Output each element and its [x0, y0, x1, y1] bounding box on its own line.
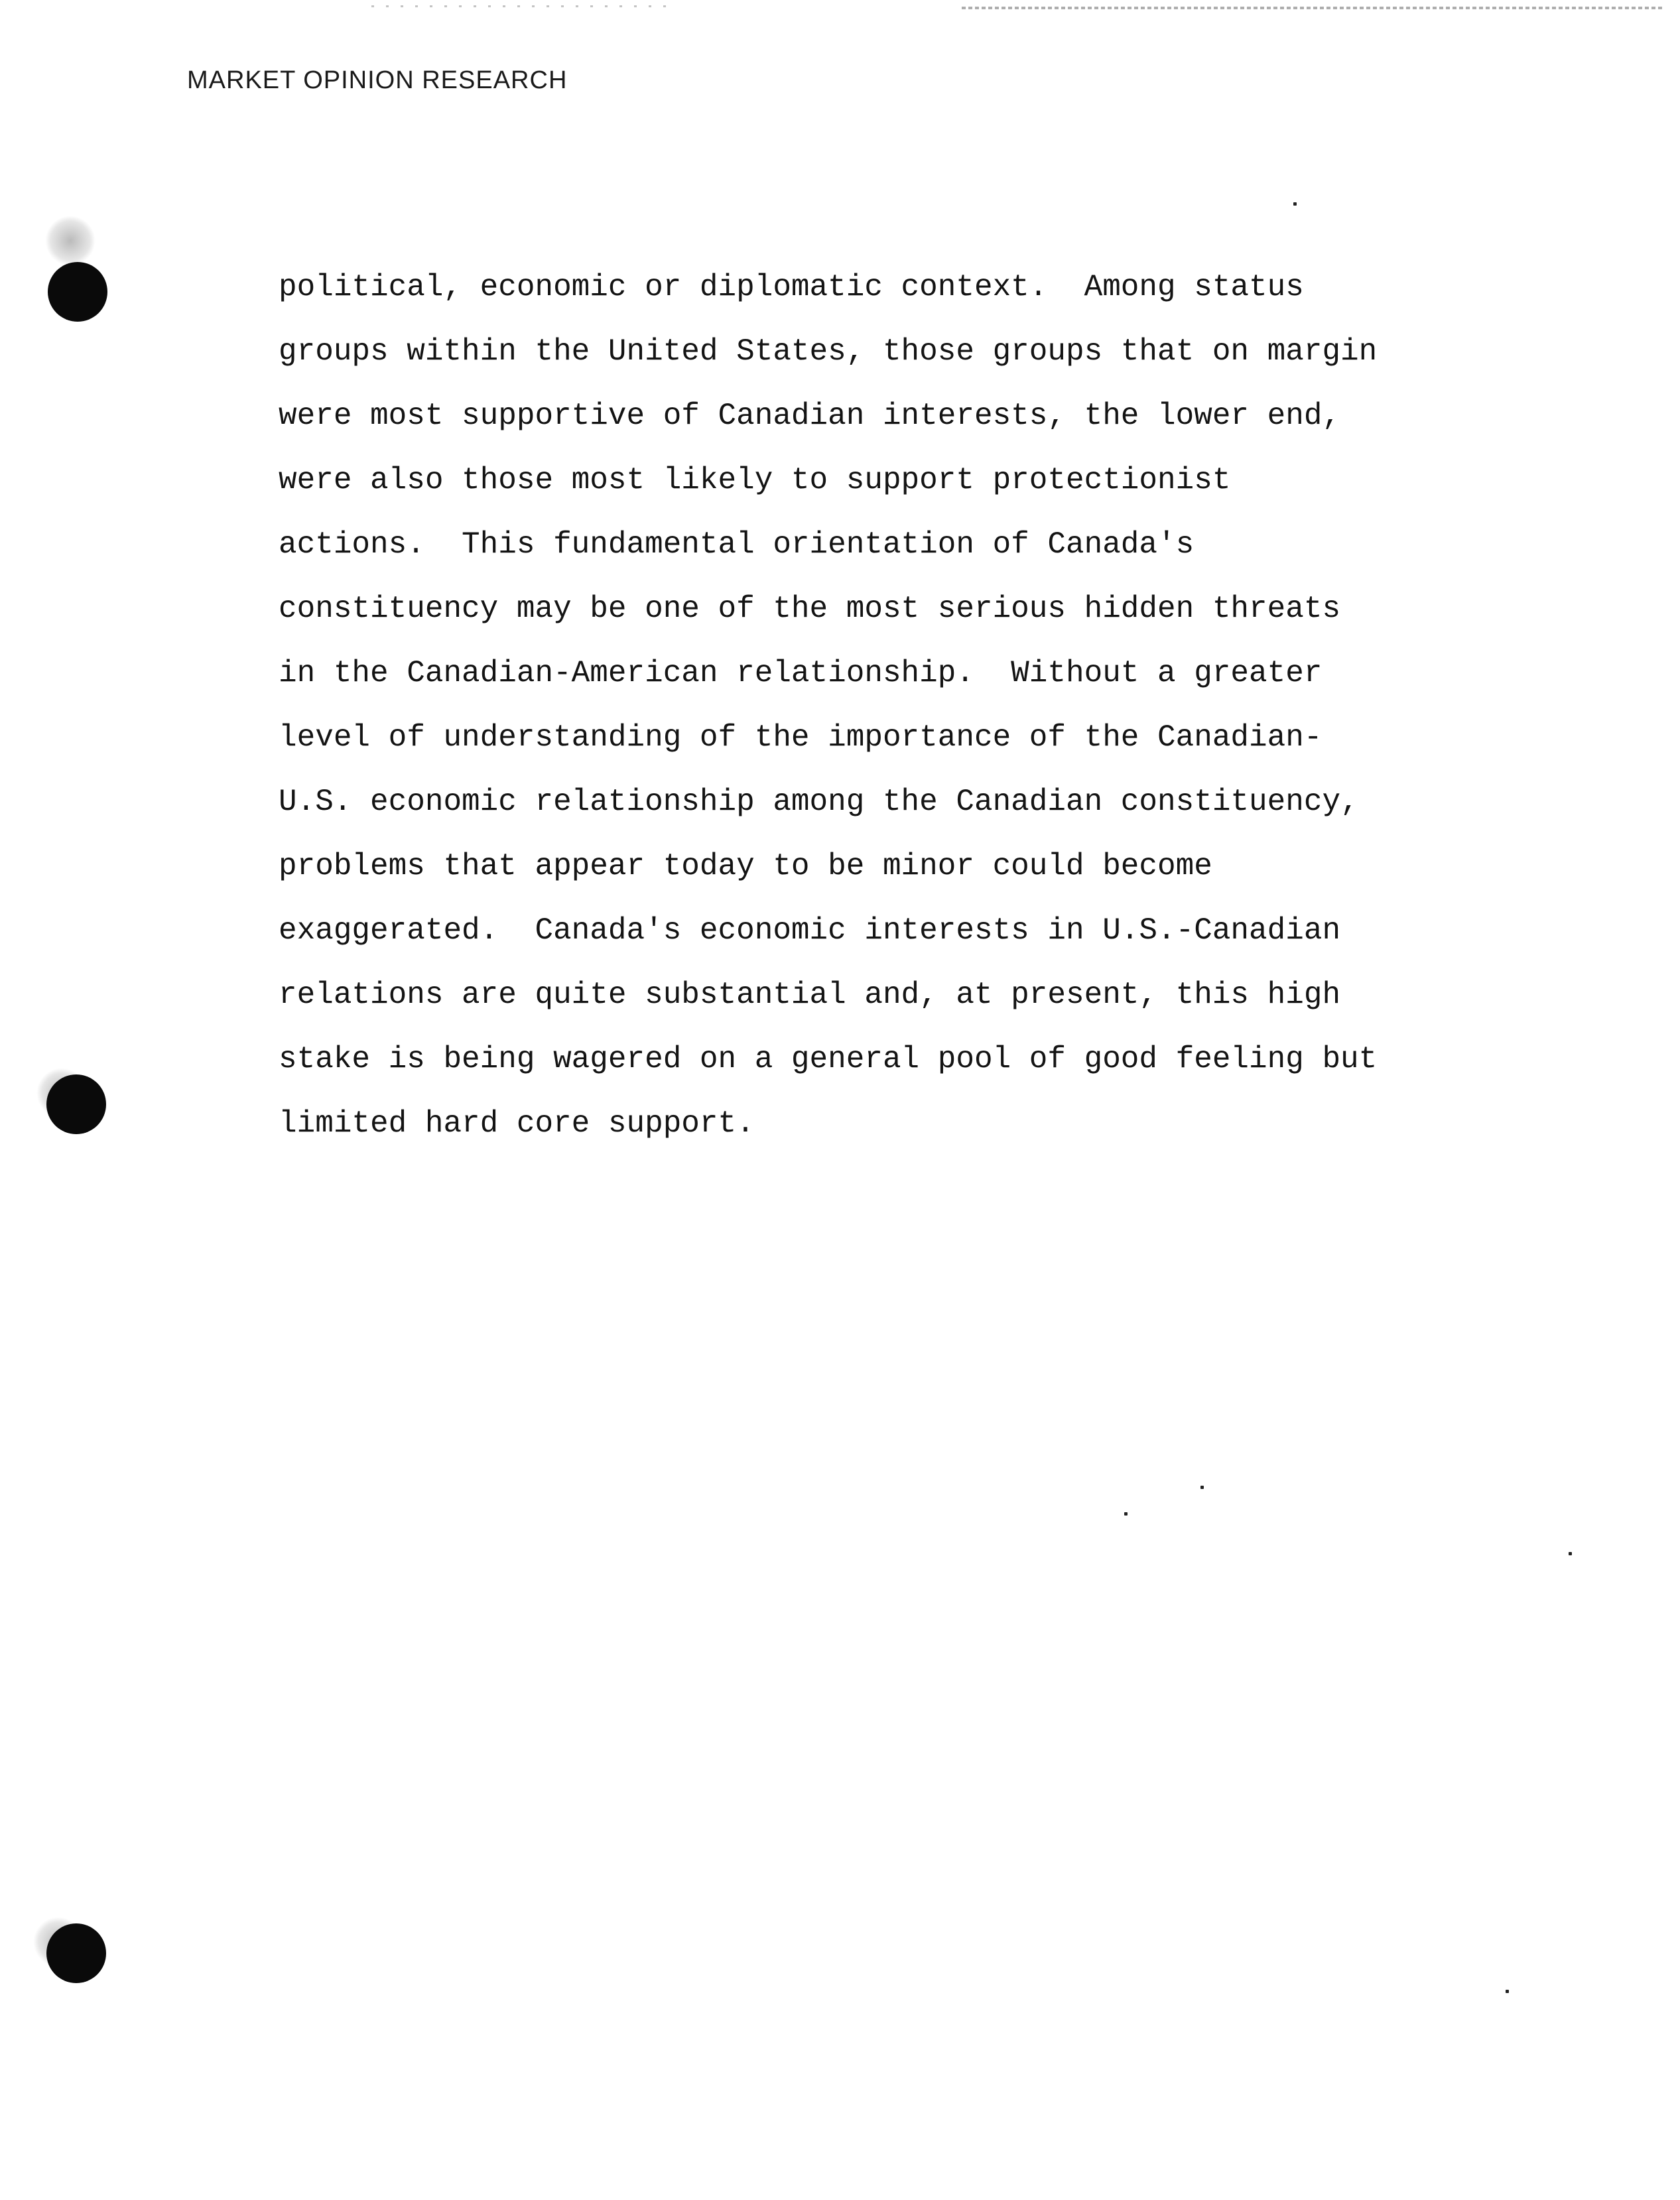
text-line: limited hard core support.: [279, 1106, 755, 1141]
scan-artifact-top-right: [962, 7, 1665, 9]
punch-hole-halo-top: [45, 216, 96, 266]
text-line: political, economic or diplomatic context. Among status: [279, 270, 1304, 304]
speck: [1293, 202, 1297, 206]
text-line: were also those most likely to support protectionist: [279, 463, 1231, 497]
speck: [1124, 1512, 1128, 1516]
scan-artifact-top-left: [371, 5, 677, 7]
text-line: in the Canadian-American relationship. Without a greater: [279, 656, 1323, 690]
text-line: exaggerated. Canada's economic interests in U.S.-Canadian: [279, 913, 1341, 948]
speck: [1200, 1486, 1204, 1489]
text-line: were most supportive of Canadian interests, the lower end,: [279, 399, 1341, 433]
punch-hole-middle: [46, 1074, 106, 1134]
text-line: relations are quite substantial and, at present, this high: [279, 978, 1341, 1012]
text-line: constituency may be one of the most serious hidden threats: [279, 592, 1341, 626]
text-line: U.S. economic relationship among the Canadian constituency,: [279, 785, 1359, 819]
speck: [1569, 1552, 1572, 1555]
punch-hole-bottom: [46, 1923, 106, 1983]
text-line: stake is being wagered on a general pool of good feeling but: [279, 1042, 1378, 1076]
punch-hole-top: [48, 262, 107, 322]
letterhead: MARKET OPINION RESEARCH: [187, 66, 568, 94]
text-line: level of understanding of the importance of the Canadian-: [279, 720, 1323, 755]
speck: [1506, 1990, 1509, 1993]
body-paragraph: [279, 255, 1539, 1156]
text-line: actions. This fundamental orientation of Canada's: [279, 527, 1195, 562]
text-line: problems that appear today to be minor could become: [279, 849, 1212, 883]
text-line: groups within the United States, those groups that on margin: [279, 334, 1378, 369]
